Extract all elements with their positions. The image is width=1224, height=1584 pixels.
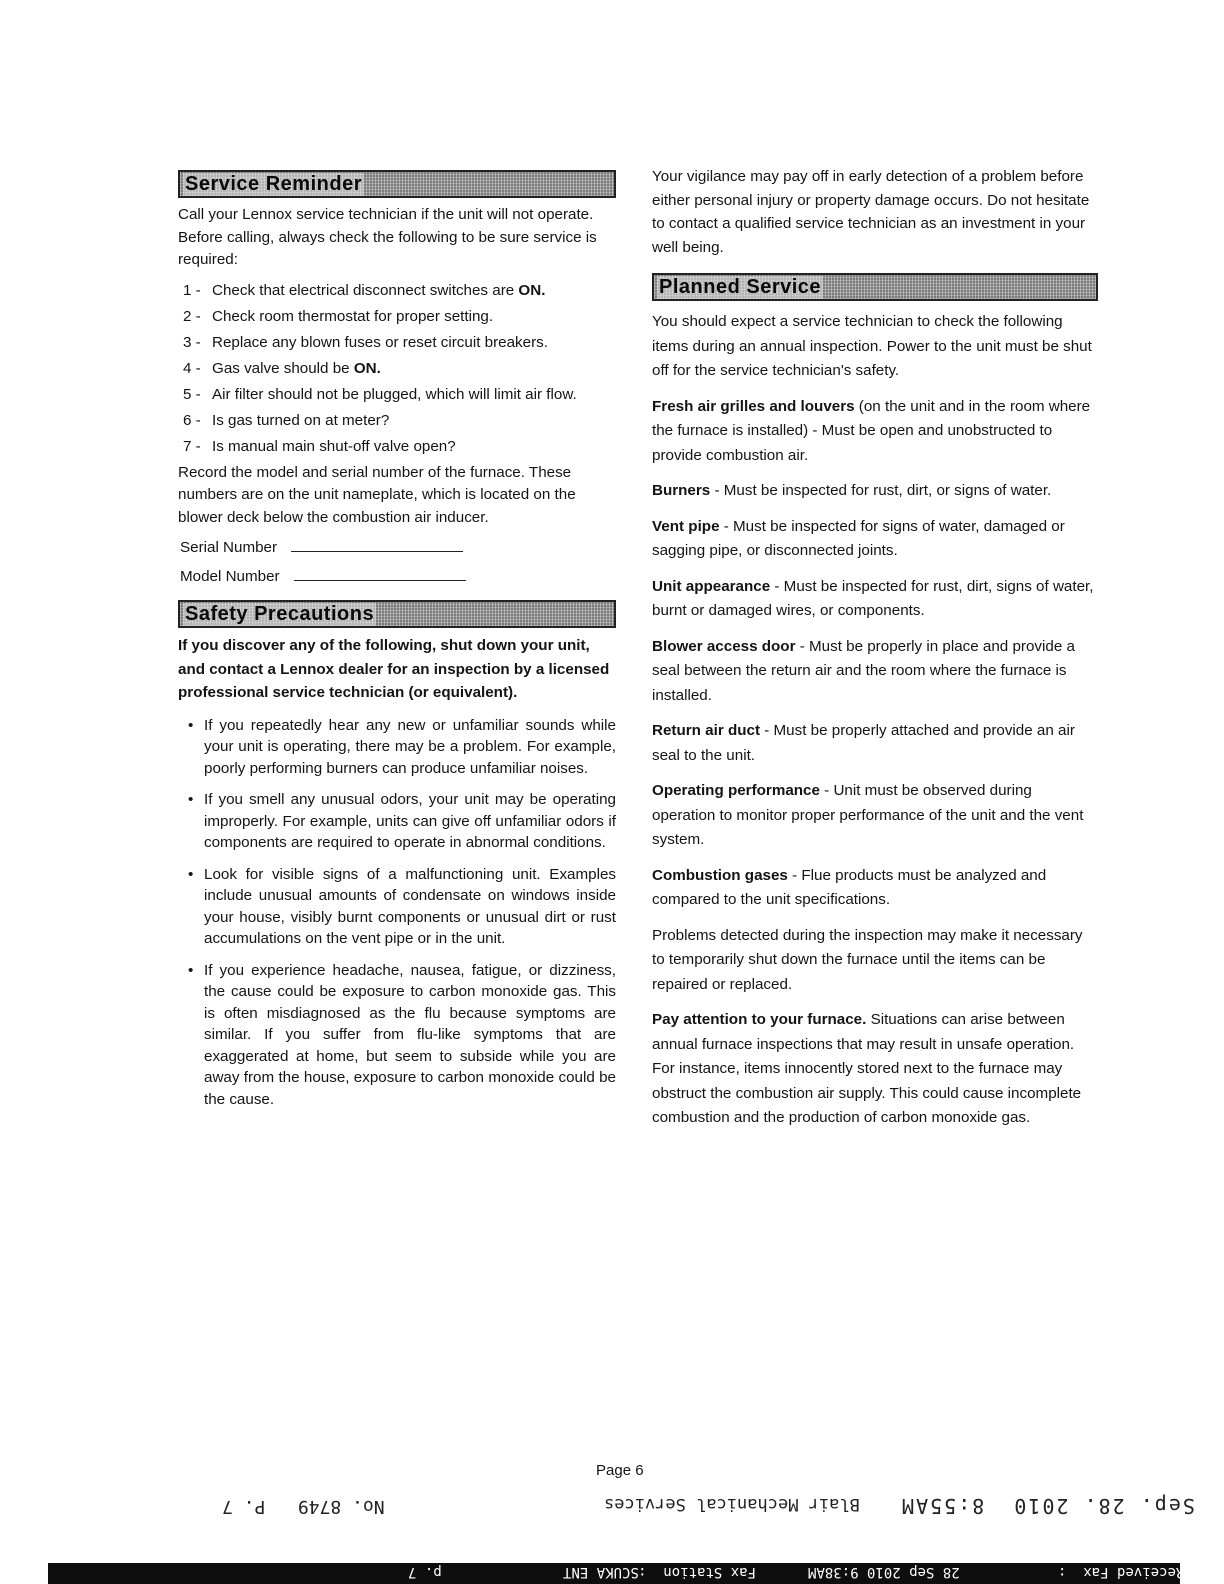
safety-warning: If you discover any of the following, shut down your unit, and contact a Lennox dealer for an inspection by a licensed professional service technician (or equivalent). — [178, 637, 610, 701]
serial-number-label: Serial Number — [180, 539, 278, 556]
fax-receipt-bar — [48, 1563, 1185, 1584]
planned-service-banner — [652, 273, 1098, 301]
model-number-label: Model Number — [180, 567, 280, 585]
safety-bullet: • If you smell any unusual odors, your unit may be operating improperly. For example, units can give off unfamiliar odors if components are required to operate in abnormal conditions. — [178, 789, 616, 854]
checklist-item: 1 - Check that electrical disconnect switches are ON. — [183, 281, 546, 299]
safety-bullet: • Look for visible signs of a malfunctioning unit. Examples include unusual amounts of condensate on windows inside your house, visibly burnt components or unusual dirt or rust accumulations on the vent pipe or in the unit. — [178, 864, 616, 950]
fax-header-company: Blair Mechanical Services — [604, 1494, 860, 1514]
safety-bullet: • If you repeatedly hear any new or unfamiliar sounds while your unit is operating, there may be a problem. For example, poorly performing burners can produce unfamiliar noises. — [178, 715, 616, 780]
service-checklist — [178, 280, 616, 459]
fax-station-name: SCUKA ENT — [563, 1564, 639, 1580]
checklist-item: 2 - Check room thermostat for proper setting. — [183, 307, 494, 325]
service-reminder-heading: Service Reminder — [185, 173, 362, 195]
checklist-item: 6 - Is gas turned on at meter? — [183, 411, 390, 429]
checklist-item: 7 - Is manual main shut-off valve open? — [183, 437, 456, 455]
inspection-item: Burners - Must be inspected for rust, dirt, or signs of water. — [652, 482, 1052, 499]
page-number: Page 6 — [596, 1462, 644, 1479]
model-number-blank — [294, 568, 466, 581]
fax-bar-page: p. 7 — [408, 1564, 442, 1580]
serial-number-blank — [291, 539, 463, 552]
planned-service-intro: You should expect a service technician to check the following items during an annual inspection. Power to the unit must be shut off for the service technician's safety. — [652, 313, 1092, 379]
fax-received-date: 28 Sep 2010 9:38AM — [808, 1564, 960, 1580]
service-reminder-intro: Call your Lennox service technician if the unit will not operate. Before calling, always check the following to be sure service is required: — [178, 206, 597, 268]
fax-station-label: Fax Station : — [638, 1564, 757, 1580]
inspection-item: Combustion gases - Flue products must be analyzed and compared to the unit specifications. — [652, 866, 1047, 908]
record-instructions: Record the model and serial number of the furnace. These numbers are on the unit nameplate, which is located on the blower deck below the combustion air inducer. — [178, 463, 576, 526]
left-column — [178, 170, 616, 1120]
service-reminder-banner — [178, 170, 616, 198]
inspection-item: Return air duct - Must be properly attached and provide an air seal to the unit. — [652, 722, 1075, 764]
safety-bullet: • If you experience headache, nausea, fatigue, or dizziness, the cause could be exposure to carbon monoxide gas. This is often misdiagnosed as the flu because symptoms are similar. If you suffer from flu-like symptoms that are exaggerated at home, but seem to subside while you are away from the house, exposure to carbon monoxide could be the cause. — [178, 960, 616, 1111]
checklist-item: 4 - Gas valve should be ON. — [183, 359, 381, 377]
safety-precautions-banner — [178, 600, 616, 628]
checklist-item: 3 - Replace any blown fuses or reset circuit breakers. — [183, 333, 548, 351]
fax-header-date: Sep. 28. 2010 8:55AM — [900, 1494, 1195, 1518]
pay-attention-paragraph: Pay attention to your furnace. Situations can arise between annual furnace inspections that may result in unsafe operation. For instance, items innocently stored next to the furnace may obstruct the combustion air supply. This could cause incomplete combustion and the production of carbon monoxide gas. — [652, 1011, 1082, 1126]
fax-header-page: No. 8749 P. 7 — [222, 1496, 385, 1517]
vigilance-paragraph: Your vigilance may pay off in early detection of a problem before either personal injury or property damage occurs. Do not hesitate to contact a qualified service technician as an investment in your well being. — [652, 168, 1090, 256]
inspection-item: Operating performance - Unit must be observed during operation to monitor proper performance of the unit and the vent system. — [652, 782, 1084, 848]
inspection-item: Fresh air grilles and louvers (on the unit and in the room where the furnace is installed) - Must be open and unobstructed to provide combustion air. — [652, 397, 1091, 464]
serial-number-field — [180, 537, 616, 560]
inspection-item: Unit appearance - Must be inspected for rust, dirt, signs of water, burnt or damaged wires, or components. — [652, 577, 1094, 619]
planned-service-heading: Planned Service — [659, 276, 822, 298]
fax-received-label: Received Fax : — [1058, 1564, 1185, 1580]
problems-paragraph: Problems detected during the inspection may make it necessary to temporarily shut down the furnace until the items can be repaired or replaced. — [652, 926, 1083, 993]
model-number-field — [180, 566, 616, 589]
inspection-item: Blower access door - Must be properly in place and provide a seal between the return air and the room where the furnace is installed. — [652, 637, 1075, 704]
checklist-item: 5 - Air filter should not be plugged, which will limit air flow. — [183, 385, 577, 403]
safety-precautions-heading: Safety Precautions — [185, 603, 375, 625]
inspection-item: Vent pipe - Must be inspected for signs of water, damaged or sagging pipe, or disconnected joints. — [652, 517, 1065, 559]
safety-bullets — [178, 715, 616, 1111]
right-column — [652, 165, 1098, 1142]
